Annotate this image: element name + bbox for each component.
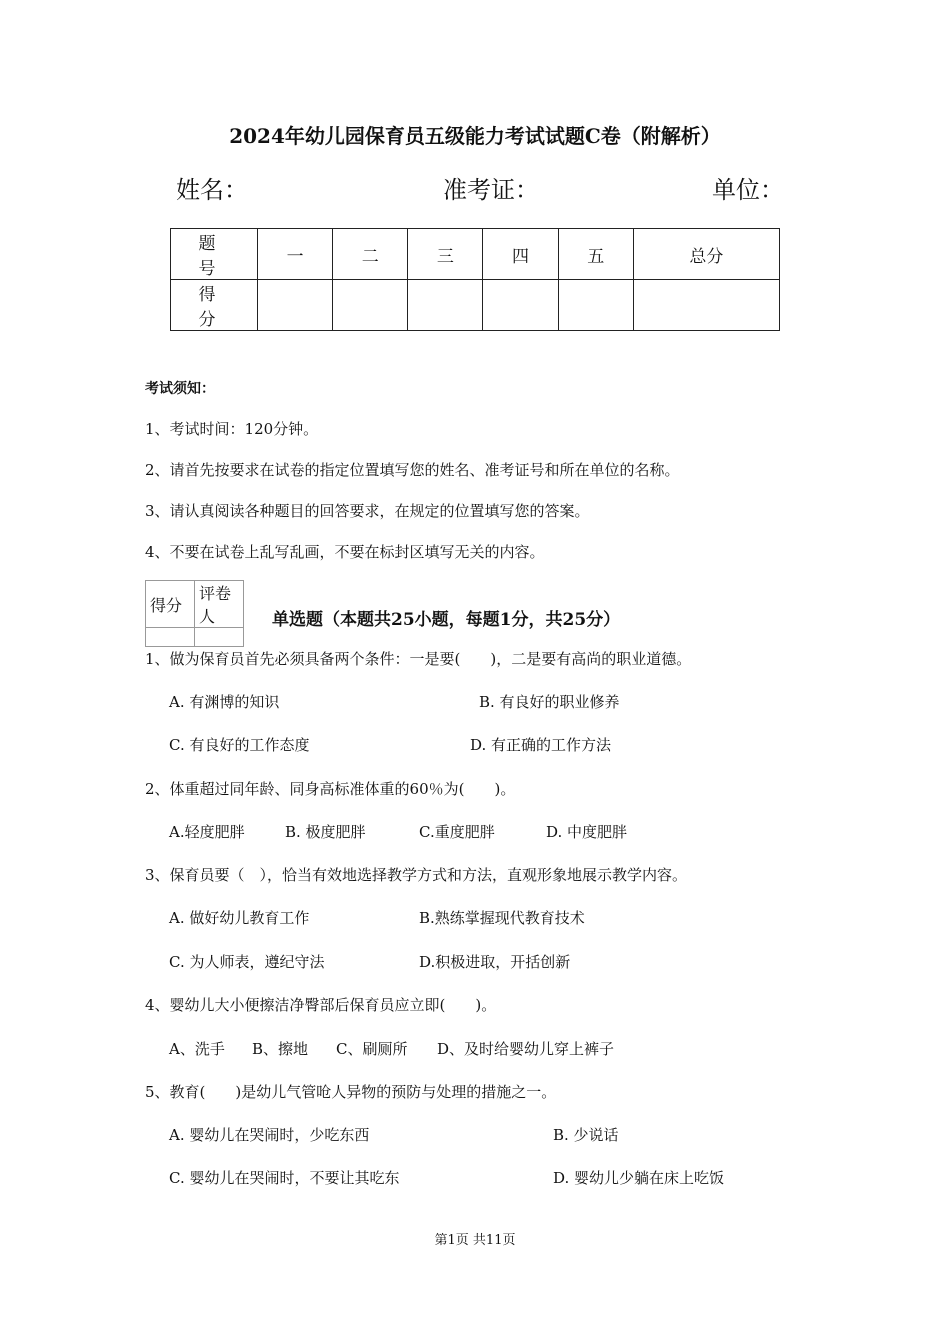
question-option[interactable]: D、及时给婴幼儿穿上裤子 [437, 1040, 615, 1058]
name-field-label: 姓名： [176, 176, 248, 204]
score-table-cell: 二 [333, 229, 408, 280]
score-table-cell: 五 [558, 229, 633, 280]
question-option[interactable]: D. 有正确的工作方法 [470, 736, 612, 754]
score-table [170, 228, 780, 331]
question-option[interactable]: A. 有渊博的知识 [169, 693, 280, 711]
document-title: 2024年幼儿园保育员五级能力考试试题C卷（附解析） [229, 124, 721, 148]
exam-id-field-label: 准考证： [443, 176, 539, 204]
question-option[interactable]: A. 婴幼儿在哭闹时，少吃东西 [169, 1126, 370, 1144]
score-table-cell: 题 号 [171, 229, 258, 280]
score-entry-cell[interactable] [633, 280, 779, 331]
score-table-score-row [171, 280, 780, 331]
score-table-header-row [171, 229, 780, 280]
notice-item: 4、不要在试卷上乱写乱画，不要在标封区填写无关的内容。 [145, 543, 545, 561]
question-option[interactable]: C.重度肥胖 [419, 823, 495, 841]
grader-score-cell[interactable] [146, 628, 195, 647]
score-entry-cell[interactable] [258, 280, 333, 331]
grader-reviewer-cell[interactable] [195, 628, 244, 647]
question-option[interactable]: D. 中度肥胖 [546, 823, 628, 841]
notice-item: 2、请首先按要求在试卷的指定位置填写您的姓名、准考证号和所在单位的名称。 [145, 461, 680, 479]
question-option[interactable]: C. 有良好的工作态度 [169, 736, 310, 754]
score-entry-cell[interactable] [558, 280, 633, 331]
page-footer: 第1页 共11页 [434, 1233, 516, 1248]
question-option[interactable]: A. 做好幼儿教育工作 [169, 909, 310, 927]
question-option[interactable]: B、擦地 [252, 1040, 309, 1058]
question-option[interactable]: B.熟练掌握现代教育技术 [419, 909, 585, 927]
grader-box [145, 580, 244, 647]
score-entry-cell[interactable] [483, 280, 558, 331]
score-table-cell: 得 分 [171, 280, 258, 331]
question-option[interactable]: C、刷厕所 [336, 1040, 408, 1058]
question-option[interactable]: B. 有良好的职业修养 [479, 693, 620, 711]
question-option[interactable]: B. 少说话 [553, 1126, 619, 1144]
question-stem: 4、婴幼儿大小便擦洁净臀部后保育员应立即( )。 [145, 996, 497, 1014]
score-table-cell: 四 [483, 229, 558, 280]
question-stem: 2、体重超过同年龄、同身高标准体重的60％为( )。 [145, 780, 516, 798]
question-stem: 3、保育员要（ ），恰当有效地选择教学方式和方法，直观形象地展示教学内容。 [145, 866, 688, 884]
score-entry-cell[interactable] [333, 280, 408, 331]
question-option[interactable]: A、洗手 [169, 1040, 225, 1058]
grader-reviewer-label: 评卷人 [195, 581, 244, 628]
question-option[interactable]: C. 为人师表，遵纪守法 [169, 953, 325, 971]
grader-score-label: 得分 [146, 581, 195, 628]
question-stem: 1、做为保育员首先必须具备两个条件：一是要( )，二是要有高尚的职业道德。 [145, 650, 692, 668]
question-stem: 5、教育( )是幼儿气管呛人异物的预防与处理的措施之一。 [145, 1083, 557, 1101]
question-option[interactable]: C. 婴幼儿在哭闹时，不要让其吃东 [169, 1169, 400, 1187]
unit-field-label: 单位： [712, 176, 784, 204]
score-entry-cell[interactable] [408, 280, 483, 331]
question-option[interactable]: B. 极度肥胖 [285, 823, 366, 841]
notice-item: 1、考试时间：120分钟。 [145, 420, 319, 438]
score-table-cell: 三 [408, 229, 483, 280]
question-option[interactable]: A.轻度肥胖 [169, 823, 245, 841]
notice-title: 考试须知： [145, 381, 215, 397]
score-table-cell: 一 [258, 229, 333, 280]
question-option[interactable]: D.积极进取，开括创新 [419, 953, 571, 971]
notice-item: 3、请认真阅读各种题目的回答要求，在规定的位置填写您的答案。 [145, 502, 590, 520]
question-option[interactable]: D. 婴幼儿少躺在床上吃饭 [553, 1169, 725, 1187]
section-title: 单选题（本题共25小题，每题1分，共25分） [272, 610, 621, 630]
score-table-cell: 总分 [633, 229, 779, 280]
